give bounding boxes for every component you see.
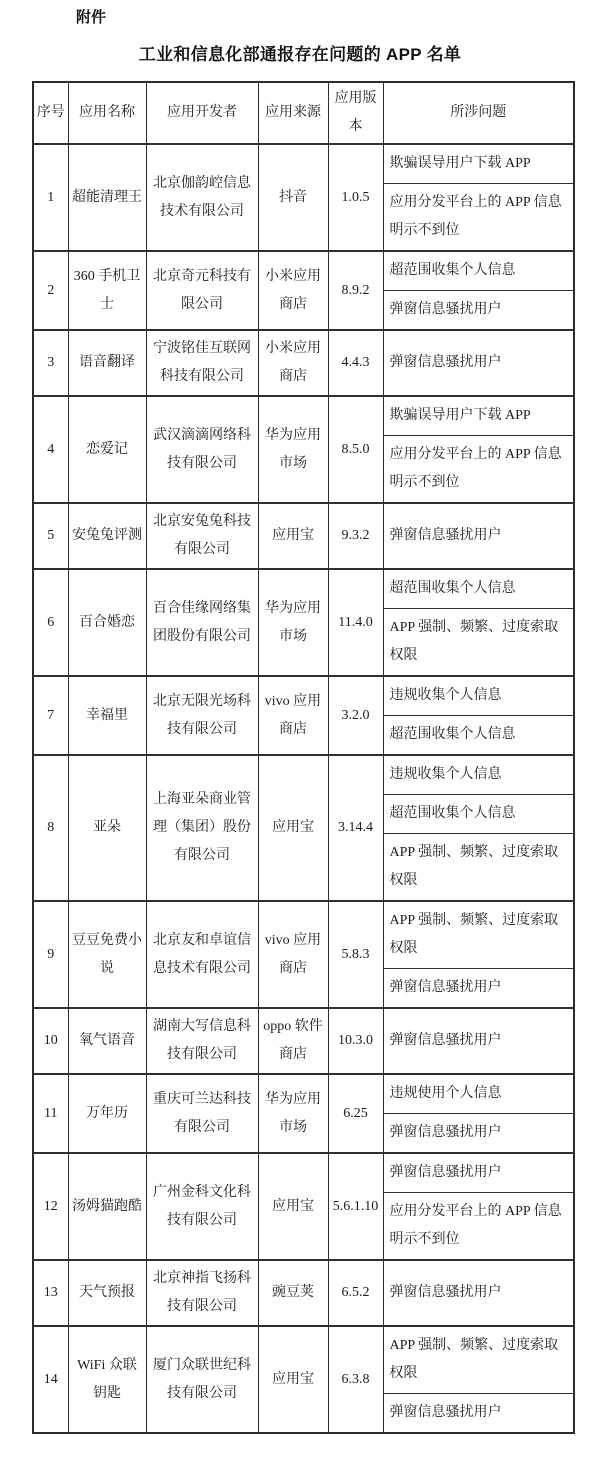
issue-cell: 弹窗信息骚扰用户	[383, 969, 574, 1009]
developer-cell: 宁波铭佳互联网科技有限公司	[146, 330, 258, 396]
table-row	[33, 1260, 574, 1326]
version-cell: 6.3.8	[328, 1326, 383, 1433]
issue-cell: 应用分发平台上的 APP 信息明示不到位	[383, 1193, 574, 1261]
table-header	[33, 82, 574, 144]
version-cell: 10.3.0	[328, 1008, 383, 1074]
source-cell: 应用宝	[258, 1326, 328, 1433]
issue-cell: 违规使用个人信息	[383, 1074, 574, 1114]
table-row	[33, 330, 574, 396]
version-cell: 3.14.4	[328, 755, 383, 901]
table-row	[33, 569, 574, 609]
table-row	[33, 1008, 574, 1074]
source-cell: 华为应用市场	[258, 1074, 328, 1153]
table-row	[33, 1074, 574, 1114]
issue-cell: APP 强制、频繁、过度索取权限	[383, 1326, 574, 1394]
table-body	[33, 144, 574, 1433]
serial-cell: 9	[33, 901, 68, 1008]
column-header: 序号	[33, 82, 68, 144]
version-cell: 11.4.0	[328, 569, 383, 676]
app-name-cell: 亚朵	[68, 755, 146, 901]
attachment-label: 附件	[76, 9, 107, 26]
column-header: 所涉问题	[383, 82, 574, 144]
source-cell: 华为应用市场	[258, 569, 328, 676]
issue-cell: 弹窗信息骚扰用户	[383, 1394, 574, 1434]
issue-cell: 应用分发平台上的 APP 信息明示不到位	[383, 436, 574, 504]
app-name-cell: 豆豆免费小说	[68, 901, 146, 1008]
serial-cell: 6	[33, 569, 68, 676]
developer-cell: 北京无限光场科技有限公司	[146, 676, 258, 755]
developer-cell: 厦门众联世纪科技有限公司	[146, 1326, 258, 1433]
issue-cell: 弹窗信息骚扰用户	[383, 330, 574, 396]
app-name-cell: 语音翻译	[68, 330, 146, 396]
developer-cell: 重庆可兰达科技有限公司	[146, 1074, 258, 1153]
developer-cell: 北京友和卓谊信息技术有限公司	[146, 901, 258, 1008]
developer-cell: 广州金科文化科技有限公司	[146, 1153, 258, 1260]
app-name-cell: 360 手机卫士	[68, 251, 146, 330]
issue-cell: 弹窗信息骚扰用户	[383, 1008, 574, 1074]
issue-cell: 超范围收集个人信息	[383, 251, 574, 291]
app-name-cell: 氧气语音	[68, 1008, 146, 1074]
table-row	[33, 251, 574, 291]
app-name-cell: 幸福里	[68, 676, 146, 755]
developer-cell: 百合佳缘网络集团股份有限公司	[146, 569, 258, 676]
source-cell: 豌豆荚	[258, 1260, 328, 1326]
developer-cell: 北京安兔兔科技有限公司	[146, 503, 258, 569]
developer-cell: 上海亚朵商业管理（集团）股份有限公司	[146, 755, 258, 901]
table-row	[33, 396, 574, 436]
issue-cell: 超范围收集个人信息	[383, 795, 574, 834]
serial-cell: 12	[33, 1153, 68, 1260]
source-cell: vivo 应用商店	[258, 901, 328, 1008]
issue-cell: APP 强制、频繁、过度索取权限	[383, 901, 574, 969]
source-cell: 抖音	[258, 144, 328, 251]
serial-cell: 7	[33, 676, 68, 755]
source-cell: 应用宝	[258, 755, 328, 901]
serial-cell: 4	[33, 396, 68, 503]
version-cell: 9.3.2	[328, 503, 383, 569]
page-title: 工业和信息化部通报存在问题的 APP 名单	[138, 45, 462, 64]
app-name-cell: 天气预报	[68, 1260, 146, 1326]
column-header: 应用名称	[68, 82, 146, 144]
serial-cell: 8	[33, 755, 68, 901]
serial-cell: 11	[33, 1074, 68, 1153]
table-row	[33, 1326, 574, 1394]
issue-cell: 弹窗信息骚扰用户	[383, 291, 574, 331]
serial-cell: 10	[33, 1008, 68, 1074]
issue-cell: 弹窗信息骚扰用户	[383, 1260, 574, 1326]
version-cell: 6.25	[328, 1074, 383, 1153]
version-cell: 3.2.0	[328, 676, 383, 755]
issue-cell: 欺骗误导用户下载 APP	[383, 396, 574, 436]
version-cell: 8.9.2	[328, 251, 383, 330]
issue-cell: 应用分发平台上的 APP 信息明示不到位	[383, 184, 574, 252]
serial-cell: 3	[33, 330, 68, 396]
app-name-cell: 超能清理王	[68, 144, 146, 251]
source-cell: oppo 软件商店	[258, 1008, 328, 1074]
version-cell: 5.8.3	[328, 901, 383, 1008]
app-name-cell: 恋爱记	[68, 396, 146, 503]
app-issues-table	[32, 81, 575, 1434]
app-name-cell: WiFi 众联钥匙	[68, 1326, 146, 1433]
serial-cell: 1	[33, 144, 68, 251]
app-name-cell: 百合婚恋	[68, 569, 146, 676]
serial-cell: 5	[33, 503, 68, 569]
column-header: 应用来源	[258, 82, 328, 144]
source-cell: 华为应用市场	[258, 396, 328, 503]
developer-cell: 湖南大写信息科技有限公司	[146, 1008, 258, 1074]
header-row	[33, 82, 574, 144]
version-cell: 1.0.5	[328, 144, 383, 251]
serial-cell: 13	[33, 1260, 68, 1326]
version-cell: 4.4.3	[328, 330, 383, 396]
issue-cell: APP 强制、频繁、过度索取权限	[383, 609, 574, 677]
issue-cell: 弹窗信息骚扰用户	[383, 1153, 574, 1193]
source-cell: 小米应用商店	[258, 330, 328, 396]
issue-cell: APP 强制、频繁、过度索取权限	[383, 834, 574, 902]
serial-cell: 14	[33, 1326, 68, 1433]
developer-cell: 北京伽韵崆信息技术有限公司	[146, 144, 258, 251]
app-name-cell: 万年历	[68, 1074, 146, 1153]
developer-cell: 北京奇元科技有限公司	[146, 251, 258, 330]
table-row	[33, 144, 574, 184]
source-cell: vivo 应用商店	[258, 676, 328, 755]
issue-cell: 欺骗误导用户下载 APP	[383, 144, 574, 184]
table-row	[33, 503, 574, 569]
version-cell: 6.5.2	[328, 1260, 383, 1326]
serial-cell: 2	[33, 251, 68, 330]
app-name-cell: 安兔兔评测	[68, 503, 146, 569]
column-header: 应用版本	[328, 82, 383, 144]
table-row	[33, 676, 574, 716]
issue-cell: 违规收集个人信息	[383, 676, 574, 716]
version-cell: 5.6.1.10	[328, 1153, 383, 1260]
source-cell: 应用宝	[258, 503, 328, 569]
version-cell: 8.5.0	[328, 396, 383, 503]
table-row	[33, 755, 574, 795]
developer-cell: 北京神指飞扬科技有限公司	[146, 1260, 258, 1326]
issue-cell: 弹窗信息骚扰用户	[383, 1114, 574, 1154]
column-header: 应用开发者	[146, 82, 258, 144]
table-row	[33, 901, 574, 969]
issue-cell: 弹窗信息骚扰用户	[383, 503, 574, 569]
source-cell: 应用宝	[258, 1153, 328, 1260]
app-name-cell: 汤姆猫跑酷	[68, 1153, 146, 1260]
issue-cell: 违规收集个人信息	[383, 755, 574, 795]
developer-cell: 武汉滴滴网络科技有限公司	[146, 396, 258, 503]
source-cell: 小米应用商店	[258, 251, 328, 330]
table-row	[33, 1153, 574, 1193]
issue-cell: 超范围收集个人信息	[383, 716, 574, 756]
issue-cell: 超范围收集个人信息	[383, 569, 574, 609]
